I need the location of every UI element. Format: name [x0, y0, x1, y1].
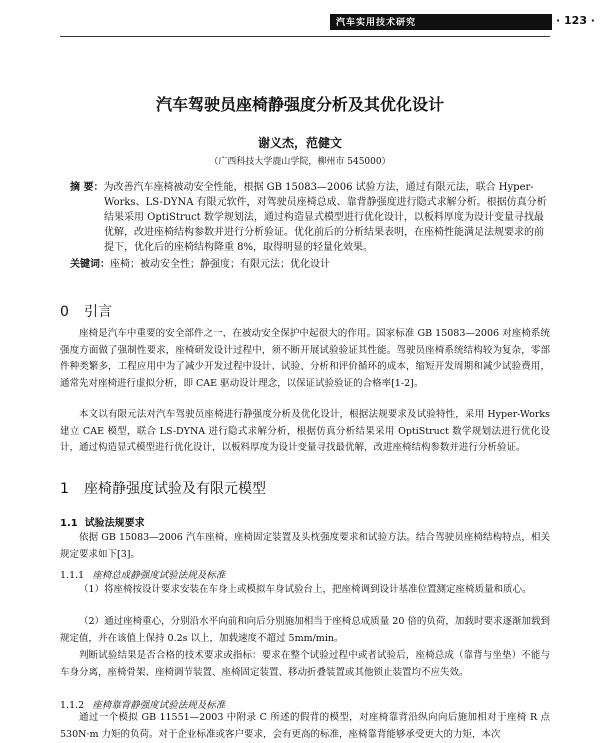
section-number: 0: [60, 304, 69, 320]
paragraph: 本文以有限元法对汽车驾驶员座椅进行静强度分析及优化设计，根据法规要求及试验特性，采用 Hyper-Works 建立 CAE 模型，联合 LS-DYNA 进行隐式求解分析，根据仿真分析结果采用 OptiStruct 数学规划法进行优化设计，通过构造显式模型进行优化设计，以板料厚度为设计变量寻找最优解，改进座椅结构参数并进行分析验证。: [60, 409, 550, 453]
section-title: 引言: [84, 304, 112, 320]
running-header: [330, 12, 595, 32]
subsubsection-heading-1-1-2: [60, 697, 225, 711]
paragraph: 判断试验结果是否合格的技术要求或指标：要求在整个试验过程中或者试验后，座椅总成（靠背与坐垫）不能与车身分离，座椅骨架、座椅调节装置、座椅固定装置、移动折叠装置或其他锁止装置均不应失效。: [60, 650, 550, 678]
keywords-label: 关键词：: [70, 259, 110, 270]
subsection-number: 1.1: [60, 518, 78, 529]
section-heading-0: [60, 301, 112, 321]
keywords-text: 座椅；被动安全性；静强度；有限元法；优化设计: [110, 259, 330, 270]
authors: 谢义杰，范健文: [257, 136, 342, 150]
subsubsection-title: 座椅靠背静强度试验法规及标准: [92, 700, 226, 711]
subsubsection-number: 1.1.1: [60, 570, 85, 581]
affiliation: （广西科技大学鹿山学院，柳州市 545000）: [209, 157, 391, 167]
abstract-text: 为改善汽车座椅被动安全性能，根据 GB 15083—2006 试验方法，通过有限元法，联合 Hyper-Works、LS-DYNA 有限元软件，对驾驶员座椅总成、靠背静强度进行隐式求解分析。根据仿真分析结果采用 OptiStruct 数学规划法，通过构造显式模型进行优化设计，以板料厚度为设计变量寻找最优解，改进座椅结构参数并进行分析验证。优化前后的分析结果表明，在座椅性能满足法规要求的前提下，优化后的座椅结构降重 8%，取得明显的轻量化效果。: [103, 182, 547, 253]
subsection-title: 试验法规要求: [84, 518, 145, 529]
subsubsection-number: 1.1.2: [60, 700, 85, 711]
paragraph: 座椅是汽车中重要的安全部件之一，在被动安全保护中起很大的作用。国家标准 GB 15083—2006 对座椅系统强度方面做了强制性要求，座椅研发设计过程中，须不断开展试验验证其性能。驾驶员座椅系统结构较为复杂，零部件种类繁多，工程应用中为了减少开发过程中设计、试验、分析和评价循环的成本，缩短开发周期和减少试验费用，通常先对座椅进行虚拟分析，即 CAE 驱动设计理念，以保证试验验证的合格率[1-2]。: [60, 328, 550, 389]
header-rule: [60, 36, 550, 37]
journal-name: 汽车实用技术研究: [336, 18, 417, 28]
paragraph: （2）通过座椅重心，分别沿水平向前和向后分别施加相当于座椅总成质量 20 倍的负荷，加载时要求逐渐加载到规定值，并在该值上保持 0.2s 以上，加载速度不超过 5mm/min。: [60, 616, 550, 644]
subsubsection-title: 座椅总成静强度试验法规及标准: [92, 570, 226, 581]
paragraph: 依据 GB 15083—2006 汽车座椅、座椅固定装置及头枕强度要求和试验方法。结合驾驶员座椅结构特点，相关规定要求如下[3]。: [60, 532, 550, 560]
section-number: 1: [60, 481, 69, 497]
abstract-label: 摘 要：: [70, 182, 104, 193]
subsubsection-heading-1-1-1: [60, 567, 225, 581]
abstract: [70, 180, 550, 255]
abstract-block: [70, 180, 550, 272]
section-heading-1: [60, 478, 266, 498]
subsection-heading-1-1: [60, 514, 145, 529]
paragraph: （1）将座椅按设计要求安装在车身上或模拟车身试验台上，把座椅调到设计基准位置测定座椅质量和质心。: [79, 584, 532, 595]
page-number: · 123 ·: [556, 14, 595, 27]
paper-title: 汽车驾驶员座椅静强度分析及其优化设计: [155, 95, 444, 114]
section-title: 座椅静强度试验及有限元模型: [84, 481, 266, 497]
paragraph: 通过一个模拟 GB 11551—2003 中附录 C 所述的假背的模型，对座椅靠背沿纵向向后施加相对于座椅 R 点 530N·m 力矩的负荷。对于企业标准或客户要求，会有更高的标准，座椅靠背能够承受更大的力矩，本次: [60, 712, 550, 740]
keywords: [70, 257, 550, 272]
